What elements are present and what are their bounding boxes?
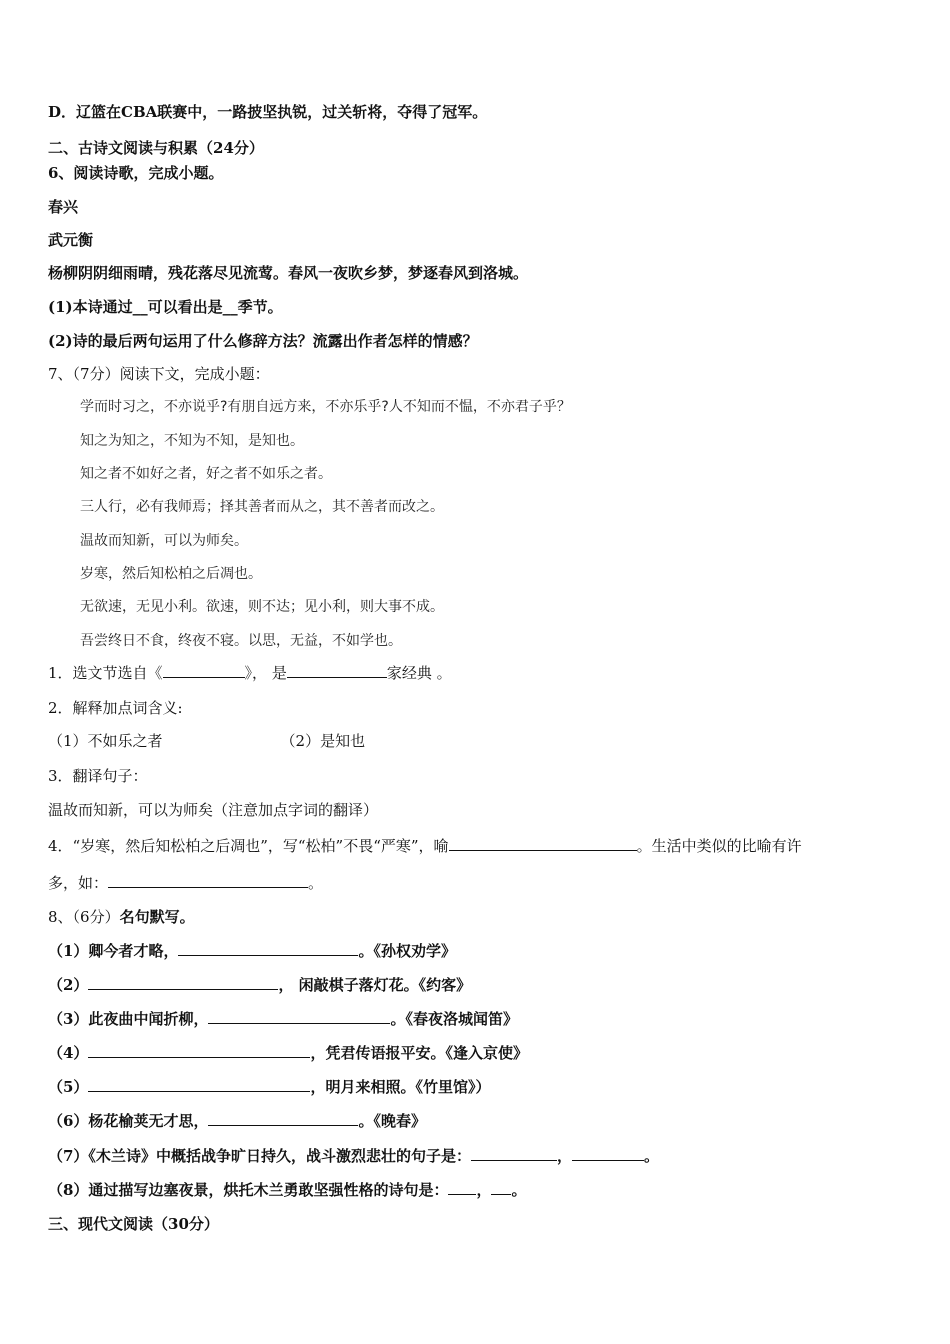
classic-line: 无欲速，无见小利。欲速，则不达；见小利，则大事不成。 — [80, 599, 444, 615]
poem-title: 春兴 — [48, 198, 79, 216]
answer-blank[interactable] — [88, 975, 278, 990]
question-8-1: （1）卿今者才略， 。《孙权劝学》 — [48, 942, 456, 960]
classic-line: 知之为知之，不知为不知，是知也。 — [80, 433, 304, 449]
question-6: 6、阅读诗歌，完成小题。 — [48, 164, 224, 182]
question-8-3: （3）此夜曲中闻折柳， 。《春夜洛城闻笛》 — [48, 1010, 518, 1028]
answer-blank[interactable] — [208, 1111, 358, 1126]
question-6-2: (2)诗的最后两句运用了什么修辞方法？流露出作者怎样的情感？ — [48, 332, 478, 350]
poem-text: 杨柳阴阴细雨晴，残花落尽见流莺。春风一夜吹乡梦，梦逐春风到洛城。 — [48, 264, 529, 282]
question-8-8: （8）通过描写边塞夜景，烘托木兰勇敢坚强性格的诗句是： ， 。 — [48, 1181, 527, 1199]
question-7-2-items: （1）不如乐之者 （2）是知也 — [48, 732, 366, 750]
question-7-2: 2．解释加点词含义: — [48, 699, 183, 717]
question-8: 8、（6分）名句默写。 — [48, 908, 195, 926]
question-8-2: （2） ， 闲敲棋子落灯花。《约客》 — [48, 976, 472, 994]
answer-blank[interactable] — [178, 941, 358, 956]
answer-blank[interactable] — [287, 663, 387, 678]
question-7-1: 1．选文节选自《 》， 是 家经典 。 — [48, 664, 452, 682]
answer-blank[interactable] — [572, 1146, 644, 1161]
answer-blank[interactable] — [163, 663, 245, 678]
section-2-heading: 二、古诗文阅读与积累（24分） — [48, 139, 264, 157]
answer-blank[interactable] — [208, 1009, 390, 1024]
answer-blank[interactable] — [88, 1077, 310, 1092]
classic-line: 岁寒，然后知松柏之后凋也。 — [80, 566, 262, 582]
classic-line: 学而时习之，不亦说乎?有朋自远方来，不亦乐乎?人不知而不愠，不亦君子乎？ — [80, 399, 571, 415]
classic-line: 三人行，必有我师焉；择其善者而从之，其不善者而改之。 — [80, 499, 444, 515]
question-7-3-sentence: 温故而知新，可以为师矣（注意加点字词的翻译） — [48, 801, 379, 819]
answer-blank[interactable] — [491, 1180, 511, 1195]
section-3-heading: 三、现代文阅读（30分） — [48, 1215, 219, 1233]
question-8-7: （7）《木兰诗》中概括战争旷日持久，战斗激烈悲壮的句子是： ， 。 — [48, 1147, 659, 1165]
classic-line: 温故而知新，可以为师矣。 — [80, 533, 248, 549]
answer-blank[interactable] — [88, 1043, 310, 1058]
question-7: 7、（7分）阅读下文，完成小题： — [48, 365, 270, 383]
classic-line: 知之者不如好之者，好之者不如乐之者。 — [80, 466, 332, 482]
answer-blank[interactable] — [471, 1146, 557, 1161]
question-7-3: 3．翻译句子： — [48, 767, 148, 785]
question-8-5: （5） ，明月来相照。《竹里馆》） — [48, 1078, 491, 1096]
question-7-4: 4．“岁寒，然后知松柏之后凋也”，写“松柏”不畏“严寒”，喻 。生活中类似的比喻有许 — [48, 837, 802, 855]
answer-blank[interactable] — [449, 836, 637, 851]
answer-blank[interactable] — [448, 1180, 476, 1195]
question-6-1: (1)本诗通过__可以看出是__季节。 — [48, 298, 283, 316]
question-8-4: （4） ，凭君传语报平安。《逢入京使》 — [48, 1044, 528, 1062]
answer-blank[interactable] — [108, 873, 308, 888]
classic-line: 吾尝终日不食，终夜不寝。以思，无益，不如学也。 — [80, 633, 402, 649]
question-8-6: （6）杨花榆荚无才思， 。《晚春》 — [48, 1112, 426, 1130]
option-d: D．辽篮在CBA联赛中，一路披坚执锐，过关斩将，夺得了冠军。 — [48, 103, 488, 121]
poem-author: 武元衡 — [48, 231, 94, 249]
question-7-4-cont: 多，如： 。 — [48, 874, 324, 892]
